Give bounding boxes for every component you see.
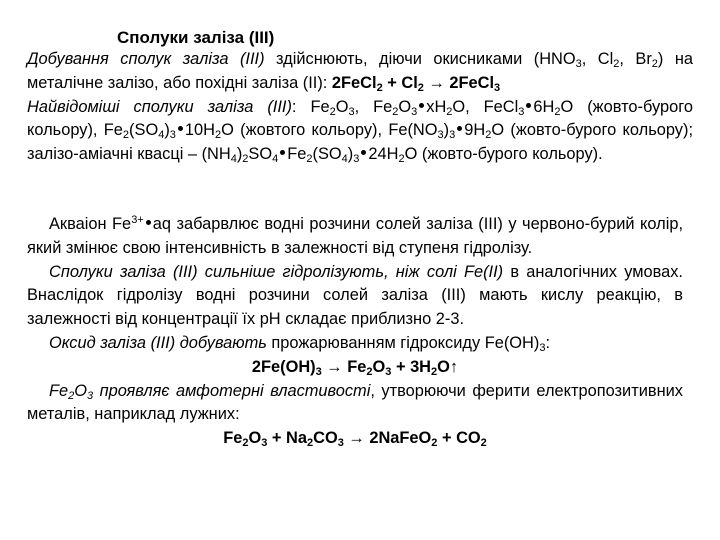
- subscript: 2: [242, 437, 249, 450]
- arrow-icon: →: [423, 73, 450, 92]
- page-title: Сполуки заліза (ІІІ): [117, 28, 275, 47]
- text: проявляє амфотерні властивості: [93, 381, 371, 400]
- text: ): [443, 121, 450, 140]
- text: O (жовто-бурого кольору); залізо-амiачні квасці – (NH: [27, 121, 693, 164]
- subscript: 3: [539, 341, 546, 354]
- text: :: [545, 333, 551, 352]
- subscript: 3: [261, 437, 268, 450]
- text: (SO: [129, 121, 159, 140]
- paragraph-aquaion: [27, 213, 683, 261]
- subscript: 2: [431, 365, 438, 378]
- paragraph-preparation: [27, 48, 693, 96]
- equation-ferrite: [27, 427, 683, 451]
- arrow-icon: → Fe: [321, 357, 367, 376]
- text: aq забарвлює водні розчини солей заліза (ІІІ) у червоно-бурий колір, який змінює свою інтенсивність в залежності від ступеня гідролізу.: [27, 215, 684, 257]
- text: 10: [184, 121, 204, 140]
- text: + CO: [437, 429, 481, 448]
- emphasis: Найвідоміші сполуки заліза (ІІІ): [27, 97, 292, 116]
- text: ): [164, 121, 170, 140]
- paragraph-amphoteric: [27, 380, 683, 428]
- text-block-bottom: [27, 213, 683, 451]
- text-block-top: [27, 27, 693, 167]
- text: SO: [248, 145, 273, 164]
- text: ): [347, 145, 354, 164]
- text: , Cl: [581, 50, 614, 68]
- text: O: [372, 357, 386, 376]
- text: Акваіон Fe: [49, 215, 132, 233]
- text: H: [542, 97, 555, 116]
- text: (SO: [312, 145, 342, 164]
- bullet-dot-icon: [280, 150, 285, 155]
- text: O: [398, 97, 412, 116]
- subscript: 4: [158, 129, 165, 142]
- subscript: 2: [366, 365, 373, 378]
- paragraph-hydrolysis: [27, 261, 683, 332]
- bullet-dot-icon: [419, 103, 424, 108]
- text: 6: [533, 97, 543, 116]
- equation-oxide-preparation: [27, 356, 683, 380]
- subscript: 4: [230, 153, 237, 166]
- subscript: 3: [575, 58, 582, 70]
- subscript: 3: [449, 129, 456, 142]
- text: 9: [464, 121, 474, 140]
- arrow-icon: → 2NaFeO: [343, 429, 432, 448]
- text: в аналогічних умовах. Внаслідок гідролізу водні розчини солей заліза (ІІІ) мають кислу реакцію, в залежності від концентрації їх рН складає приблизно 2-3.: [27, 262, 683, 329]
- text: ): [236, 145, 243, 164]
- text: 2FeCl: [449, 73, 495, 92]
- text: 2FeCl: [331, 73, 377, 92]
- subscript: 2: [480, 437, 487, 450]
- text: O: [437, 357, 450, 376]
- text: O (жовто-бурого кольору).: [404, 145, 603, 164]
- emphasis: Оксид заліза (ІІІ) добувають: [49, 333, 267, 352]
- text: H: [434, 97, 447, 116]
- bullet-dot-icon: [526, 103, 531, 108]
- text: Fe: [287, 145, 307, 164]
- subscript: 2: [329, 105, 336, 118]
- subscript: 3: [353, 153, 360, 166]
- text: ) на металічне залізо, або похідні заліза (ІІ):: [27, 50, 693, 92]
- text: , Fe: [354, 97, 393, 116]
- text: : Fe: [291, 97, 330, 116]
- subscript: 2: [431, 437, 438, 450]
- subscript: 2: [214, 129, 222, 142]
- text: здійснюють, діючи окисниками (HNO: [264, 50, 576, 68]
- bullet-dot-icon: [146, 220, 151, 225]
- superscript: 3+: [131, 214, 144, 226]
- bullet-dot-icon: [361, 150, 366, 155]
- bullet-dot-icon: [457, 126, 462, 131]
- text: CO: [313, 429, 338, 448]
- up-arrow-icon: ↑: [449, 357, 459, 376]
- subscript: 3: [385, 365, 392, 378]
- emphasis: Сполуки заліза (ІІІ) сильніше гідролізують, ніж солі Fe(II): [49, 262, 504, 281]
- subscript: 2: [417, 81, 424, 94]
- paragraph-known-compounds: [27, 96, 693, 167]
- text: прожарюванням гідроксиду Fe(OH): [266, 333, 540, 352]
- subscript: 2: [306, 153, 313, 166]
- text: O (жовто-бурого кольору), Fe: [27, 97, 693, 140]
- subscript: 4: [341, 153, 348, 166]
- subscript: 2: [446, 105, 453, 118]
- subscript: 2: [68, 389, 75, 402]
- subscript: 2: [122, 129, 130, 142]
- text: H: [203, 121, 215, 140]
- text: Fe: [223, 429, 243, 448]
- subscript: 3: [411, 105, 418, 118]
- subscript: 2: [392, 105, 399, 118]
- subscript: 3: [494, 81, 501, 94]
- subscript: 3: [87, 389, 94, 402]
- text: + Na: [267, 429, 307, 448]
- text: H: [473, 121, 486, 140]
- text: , Br: [619, 50, 652, 68]
- emphasis: [49, 382, 370, 400]
- subscript: 3: [337, 437, 344, 450]
- text: x: [426, 97, 435, 116]
- text: O: [335, 97, 349, 116]
- subscript: 2: [398, 153, 405, 166]
- subscript: 3: [437, 129, 444, 142]
- text: Fe: [49, 381, 69, 400]
- subscript: 2: [376, 81, 383, 94]
- text: + 3H: [391, 357, 432, 376]
- emphasis: Добування сполук заліза (ІІІ): [27, 50, 265, 68]
- text: O (жовтого кольору), Fe(NO: [221, 121, 438, 140]
- subscript: 2: [485, 129, 492, 142]
- text: O: [74, 381, 88, 400]
- reaction-equation: [332, 74, 500, 92]
- subscript: 2: [554, 105, 561, 118]
- subscript: 3: [348, 105, 355, 118]
- text: , утворюючи ферити електропозитивних металів, наприклад лужних:: [27, 381, 683, 424]
- paragraph-oxide: [27, 332, 683, 356]
- text: + Cl: [382, 73, 418, 92]
- subscript: 2: [242, 153, 249, 166]
- text: 24: [368, 145, 387, 164]
- subscript: 3: [315, 365, 322, 378]
- text: O, FeCl: [452, 97, 519, 116]
- subscript: 4: [272, 153, 279, 166]
- bullet-dot-icon: [178, 126, 183, 131]
- subscript: 2: [651, 58, 658, 70]
- text: 2Fe(OH): [251, 357, 316, 376]
- text: H: [386, 145, 399, 164]
- subscript: 2: [613, 58, 620, 70]
- subscript: 3: [518, 105, 525, 118]
- subscript: 2: [306, 437, 314, 450]
- subscript: 3: [169, 129, 176, 142]
- text: O: [248, 429, 262, 448]
